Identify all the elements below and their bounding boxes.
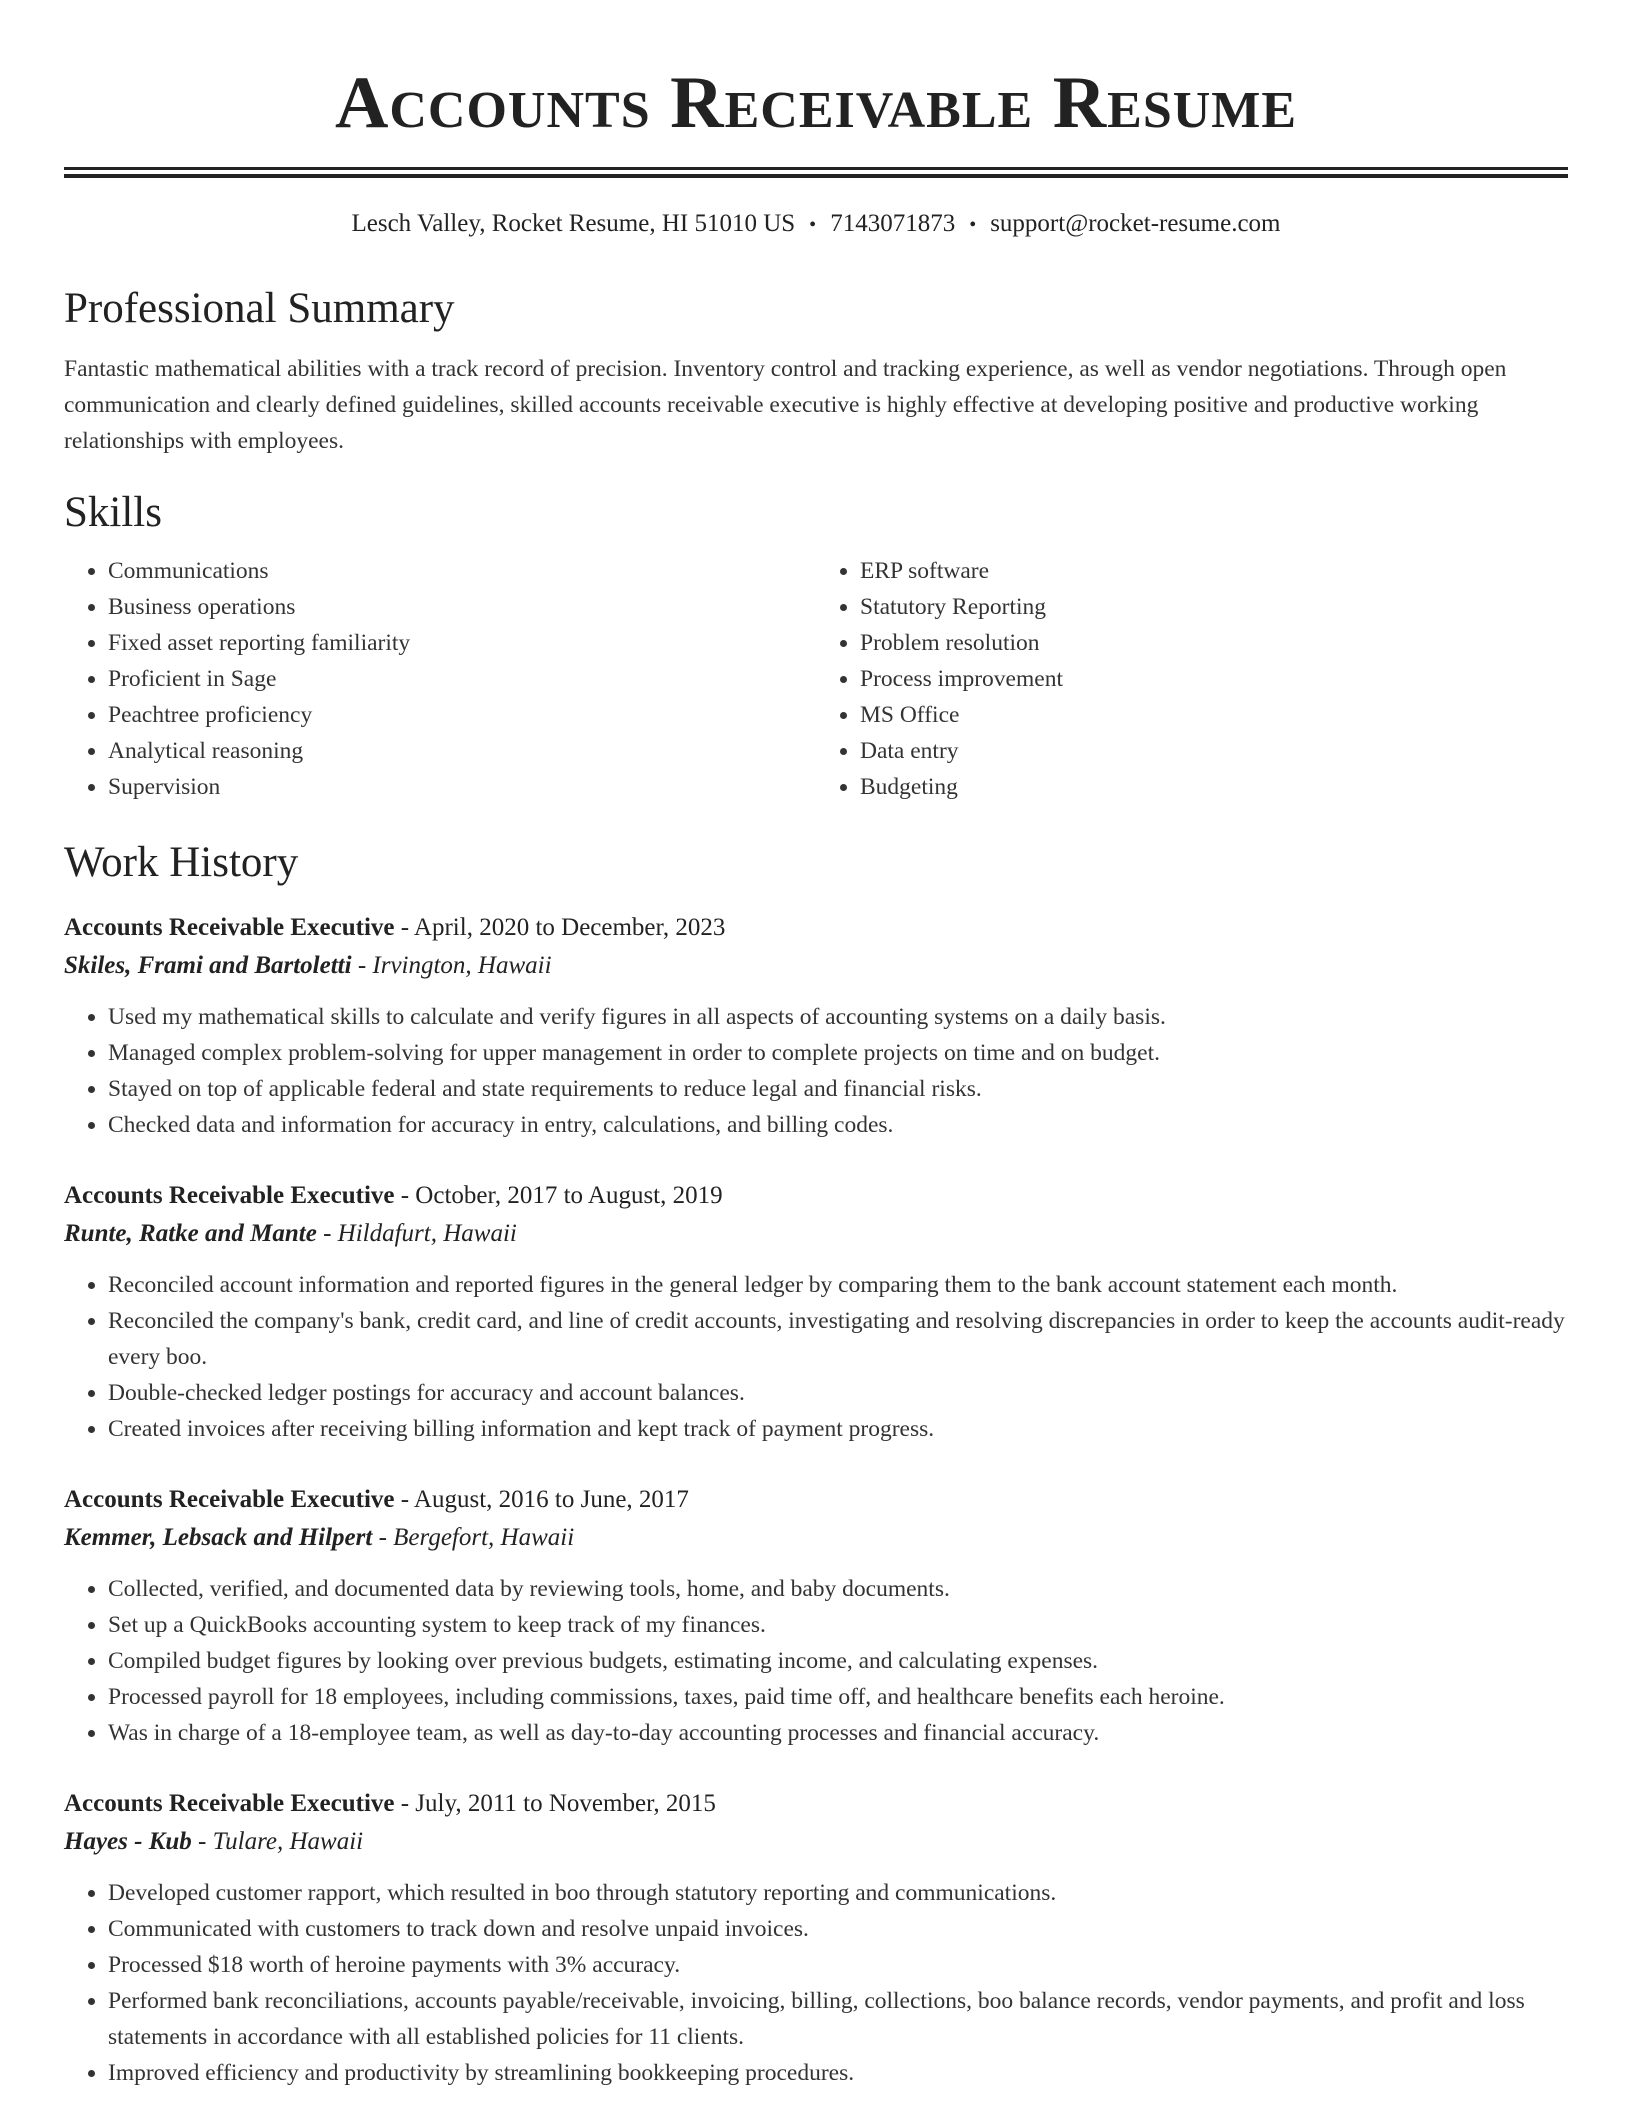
contact-address: Lesch Valley, Rocket Resume, HI 51010 US (351, 210, 796, 237)
company-name: Hayes - Kub (64, 1828, 192, 1855)
company-location: - Tulare, Hawaii (191, 1828, 364, 1855)
job-bullets (64, 1875, 1568, 2091)
job-title-line (64, 1177, 1568, 1215)
job-bullet: • Set up a QuickBooks accounting system to keep track of my finances. (108, 1607, 1568, 1643)
job-entry (64, 1481, 1568, 1751)
work-history-heading: Work History (64, 839, 299, 886)
summary-heading: Professional Summary (64, 285, 455, 332)
job-bullet: • Stayed on top of applicable federal and state requirements to reduce legal and financial risks. (108, 1071, 1568, 1107)
company-line (64, 947, 1568, 985)
skill-item: • Proficient in Sage (108, 661, 816, 697)
job-entry (64, 1785, 1568, 2091)
job-bullet: • Communicated with customers to track down and resolve unpaid invoices. (108, 1911, 1568, 1947)
skill-item: • Problem resolution (860, 625, 1568, 661)
skill-item: • ERP software (860, 553, 1568, 589)
job-bullet: • Collected, verified, and documented data by reviewing tools, home, and baby documents. (108, 1571, 1568, 1607)
job-title: Accounts Receivable Executive (64, 1486, 395, 1513)
skill-item: • MS Office (860, 697, 1568, 733)
job-bullets (64, 1571, 1568, 1751)
job-bullet: • Reconciled the company's bank, credit card, and line of credit accounts, investigating and resolving discrepancies in order to keep the accounts audit-ready every boo. (108, 1303, 1568, 1375)
company-location: - Irvington, Hawaii (351, 952, 552, 979)
resume-title: Accounts Receivable Resume (334, 62, 1298, 144)
skills-heading: Skills (64, 489, 162, 536)
job-bullet: • Managed complex problem-solving for upper management in order to complete projects on time and on budget. (108, 1035, 1568, 1071)
job-bullet: • Was in charge of a 18-employee team, as well as day-to-day accounting processes and financial accuracy. (108, 1715, 1568, 1751)
contact-separator: • (969, 214, 977, 236)
job-title: Accounts Receivable Executive (64, 1790, 395, 1817)
job-bullet: • Reconciled account information and reported figures in the general ledger by comparing them to the bank account statement each month. (108, 1267, 1568, 1303)
job-bullet: • Developed customer rapport, which resulted in boo through statutory reporting and communications. (108, 1875, 1568, 1911)
contact-phone: 7143071873 (830, 210, 956, 237)
skill-item: • Fixed asset reporting familiarity (108, 625, 816, 661)
company-line (64, 1519, 1568, 1557)
company-name: Skiles, Frami and Bartoletti (64, 952, 352, 979)
company-location: - Bergefort, Hawaii (372, 1524, 575, 1551)
skill-item: • Communications (108, 553, 816, 589)
job-title-line (64, 909, 1568, 947)
job-bullet: • Processed payroll for 18 employees, including commissions, taxes, paid time off, and healthcare benefits each heroine. (108, 1679, 1568, 1715)
skill-item: • Data entry (860, 733, 1568, 769)
skill-item: • Analytical reasoning (108, 733, 816, 769)
job-bullet: • Double-checked ledger postings for accuracy and account balances. (108, 1375, 1568, 1411)
job-bullet: • Created invoices after receiving billing information and kept track of payment progress. (108, 1411, 1568, 1447)
job-bullet: • Performed bank reconciliations, accounts payable/receivable, invoicing, billing, collections, boo balance records, vendor payments, and profit and loss statements in accordance with all established policies for 11 clients. (108, 1983, 1568, 2055)
job-bullets (64, 1267, 1568, 1447)
job-bullets (64, 999, 1568, 1143)
job-title: Accounts Receivable Executive (64, 914, 395, 941)
job-title-line (64, 1785, 1568, 1823)
job-entry (64, 1177, 1568, 1447)
resume-page (64, 0, 1568, 2091)
job-bullet: • Compiled budget figures by looking over previous budgets, estimating income, and calculating expenses. (108, 1643, 1568, 1679)
contact-line (64, 208, 1568, 241)
summary-text: Fantastic mathematical abilities with a track record of precision. Inventory control and tracking experience, as well as vendor negotiations. Through open communication and clearly defined guidelines, skilled accounts receivable executive is highly effective at developing positive and productive working relationships with employees. (64, 356, 1507, 454)
job-dates: - August, 2016 to June, 2017 (394, 1486, 689, 1513)
skills-grid (64, 553, 1568, 805)
job-dates: - April, 2020 to December, 2023 (394, 914, 726, 941)
skills-list-right (816, 553, 1568, 805)
skill-item: • Business operations (108, 589, 816, 625)
company-name: Runte, Ratke and Mante (64, 1220, 317, 1247)
skill-item: • Statutory Reporting (860, 589, 1568, 625)
company-line (64, 1215, 1568, 1253)
company-location: - Hildafurt, Hawaii (316, 1220, 517, 1247)
job-title-line (64, 1481, 1568, 1519)
contact-separator: • (809, 214, 817, 236)
skill-item: • Peachtree proficiency (108, 697, 816, 733)
skills-list-left (64, 553, 816, 805)
job-bullet: • Processed $18 worth of heroine payments with 3% accuracy. (108, 1947, 1568, 1983)
skill-item: • Process improvement (860, 661, 1568, 697)
company-line (64, 1823, 1568, 1861)
job-bullet: • Used my mathematical skills to calculate and verify figures in all aspects of accounting systems on a daily basis. (108, 999, 1568, 1035)
job-bullet: • Improved efficiency and productivity by streamlining bookkeeping procedures. (108, 2055, 1568, 2091)
title-double-rule (64, 167, 1568, 178)
skill-item: • Budgeting (860, 769, 1568, 805)
job-dates: - October, 2017 to August, 2019 (394, 1182, 723, 1209)
job-title: Accounts Receivable Executive (64, 1182, 395, 1209)
skill-item: • Supervision (108, 769, 816, 805)
job-entry (64, 909, 1568, 1143)
job-bullet: • Checked data and information for accuracy in entry, calculations, and billing codes. (108, 1107, 1568, 1143)
job-dates: - July, 2011 to November, 2015 (394, 1790, 716, 1817)
contact-email: support@rocket-resume.com (990, 210, 1281, 237)
company-name: Kemmer, Lebsack and Hilpert (64, 1524, 373, 1551)
